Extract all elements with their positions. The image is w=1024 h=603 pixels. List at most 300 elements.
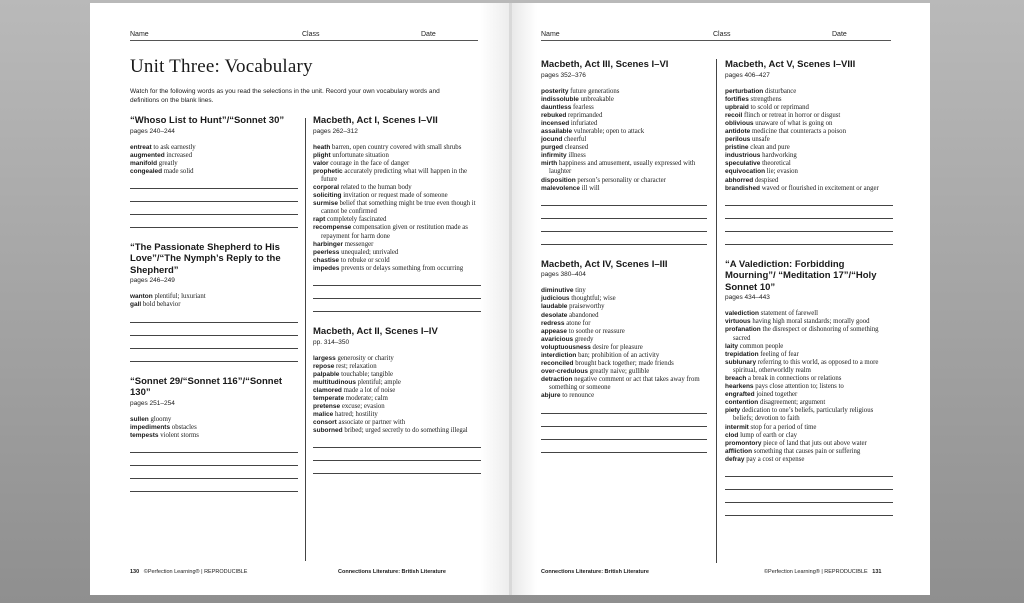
vocab-definition: associate or partner with	[338, 419, 406, 427]
vocab-entry	[541, 312, 707, 320]
vocab-entry	[725, 177, 893, 185]
vocab-entry	[725, 96, 893, 104]
vocab-entry	[541, 112, 707, 120]
section-pages: pages 251–254	[130, 399, 175, 407]
blank-line[interactable]	[313, 298, 481, 299]
vocab-word: fortifies	[725, 95, 749, 103]
vocab-entry	[725, 160, 893, 168]
vocab-word: assailable	[541, 127, 573, 135]
vocab-definition: obstacles	[171, 423, 197, 431]
vocab-entry	[725, 104, 893, 112]
vocab-definition: tiny	[575, 287, 586, 295]
section-pages: pp. 314–350	[313, 338, 350, 346]
blank-line[interactable]	[130, 491, 298, 492]
blank-line[interactable]	[130, 478, 298, 479]
blank-line[interactable]	[130, 452, 298, 453]
blank-line[interactable]	[725, 515, 893, 516]
vocab-entry	[725, 448, 893, 456]
vocab-entry	[313, 387, 481, 395]
vocab-word: recompense	[313, 224, 352, 232]
vocab-definition: medicine that counteracts a poison	[751, 127, 846, 135]
vocab-entry	[725, 318, 893, 326]
vocab-entry	[541, 295, 707, 303]
vocab-word: over-credulous	[541, 368, 588, 376]
vocab-entry	[130, 416, 298, 424]
vocab-entry	[313, 257, 481, 265]
vocab-word: impediments	[130, 423, 171, 431]
vocab-entry	[725, 136, 893, 144]
vocab-entry	[313, 395, 481, 403]
vocab-word: reconciled	[541, 360, 574, 368]
vocab-definition: to ask earnestly	[153, 143, 196, 151]
vocab-definition: cleansed	[564, 144, 589, 152]
vocab-word: recoil	[725, 111, 743, 119]
vocab-definition: ban; prohibition of an activity	[578, 351, 660, 359]
vocab-word: defray	[725, 455, 745, 463]
blank-line[interactable]	[541, 439, 707, 440]
vocab-definition: greatly	[158, 159, 178, 167]
vocab-entry	[130, 152, 298, 160]
vocab-definition: excuse; evasion	[341, 403, 385, 411]
vocab-word: brandished	[725, 184, 761, 192]
left-column-1	[130, 115, 298, 506]
vocab-definition: plentiful; ample	[357, 378, 401, 386]
vocab-word: corporal	[313, 183, 340, 191]
blank-line[interactable]	[130, 227, 298, 228]
vocab-definition: plentiful; luxuriant	[154, 293, 206, 301]
vocab-entry	[541, 96, 707, 104]
vocab-entry	[541, 185, 707, 193]
section-pages: pages 262–312	[313, 127, 358, 135]
section-title: “Whoso List to Hunt”/“Sonnet 30”	[130, 115, 285, 126]
vocab-entry	[725, 432, 893, 440]
vocab-entry	[725, 391, 893, 399]
section-title: “The Passionate Shepherd to His Love”/“The Nymph’s Reply to the Shepherd”	[130, 241, 281, 276]
vocab-word: breach	[725, 374, 747, 382]
vocab-word: industrious	[725, 152, 761, 160]
vocab-entry	[541, 160, 707, 176]
vocab-entry	[130, 168, 298, 176]
vocab-word: palpable	[313, 370, 340, 378]
vocab-definition: increased	[166, 151, 193, 159]
left-page	[90, 3, 510, 595]
vocab-definition: infuriated	[570, 119, 598, 127]
section-title: Macbeth, Act V, Scenes I–VIII	[725, 59, 856, 70]
vocab-word: tempests	[130, 431, 159, 439]
blank-line[interactable]	[130, 188, 298, 189]
vocab-entry	[725, 168, 893, 176]
vocab-definition: joined together	[756, 391, 798, 399]
vocab-definition: invitation or request made of someone	[343, 192, 448, 200]
vocab-word: clod	[725, 431, 739, 439]
vocab-word: affliction	[725, 447, 753, 455]
section-pages: pages 240–244	[130, 127, 175, 135]
blank-line[interactable]	[725, 205, 893, 206]
vocab-word: gall	[130, 301, 142, 309]
vocab-definition: something that causes pain or suffering	[753, 447, 861, 455]
vocab-entry	[313, 411, 481, 419]
vocab-section	[313, 115, 481, 312]
vocab-definition: to soothe or reassure	[568, 327, 625, 335]
vocab-entry	[725, 383, 893, 391]
vocab-entry	[130, 144, 298, 152]
vocab-section	[725, 259, 893, 516]
vocab-entry	[313, 200, 481, 216]
vocab-entry	[313, 249, 481, 257]
vocab-word: speculative	[725, 160, 761, 168]
vocab-definition: barren, open country covered with small shrubs	[332, 143, 462, 151]
vocab-entry	[541, 144, 707, 152]
vocab-entry	[313, 168, 481, 184]
vocab-entry	[313, 241, 481, 249]
vocab-word: surmise	[313, 200, 338, 208]
vocab-definition: moderate; calm	[345, 394, 388, 402]
vocab-definition: unbreakable	[580, 95, 614, 103]
vocab-definition: related to the human body	[340, 183, 412, 191]
vocab-entry	[541, 177, 707, 185]
vocab-word: virtuous	[725, 318, 751, 326]
vocab-word: valediction	[725, 310, 759, 318]
vocab-entry	[313, 184, 481, 192]
blank-line[interactable]	[130, 201, 298, 202]
vocab-definition: pays close attention to; listens to	[755, 383, 844, 391]
vocab-definition: unequaled; unrivaled	[341, 248, 399, 256]
vocab-word: mirth	[541, 160, 558, 168]
section-pages: pages 380–404	[541, 271, 586, 279]
blank-line[interactable]	[541, 452, 707, 453]
vocab-entry	[313, 355, 481, 363]
vocab-definition: statement of farewell	[760, 310, 819, 318]
vocab-entry	[725, 310, 893, 318]
vocab-definition: reprimanded	[568, 111, 603, 119]
section-title: Macbeth, Act IV, Scenes I–III	[541, 258, 668, 270]
vocab-word: upbraid	[725, 103, 749, 111]
vocab-entry	[541, 376, 707, 392]
page-title: Unit Three: Vocabulary	[130, 56, 313, 77]
vocab-definition: lie; evasion	[766, 168, 798, 176]
vocab-word: peerless	[313, 248, 340, 256]
vocab-word: soliciting	[313, 192, 342, 200]
page-number: 131	[872, 569, 882, 575]
vocab-entry	[313, 419, 481, 427]
vocab-word: jocund	[541, 136, 563, 144]
vocab-definition: messenger	[344, 240, 374, 248]
vocab-word: manifold	[130, 159, 158, 167]
vocab-entry	[541, 128, 707, 136]
vocab-entry	[541, 303, 707, 311]
vocab-word: rebuked	[541, 111, 567, 119]
vocab-definition: despised	[754, 176, 779, 184]
vocab-definition: made a lot of noise	[343, 386, 396, 394]
vocab-entry	[130, 432, 298, 440]
vocab-entry	[313, 379, 481, 387]
vocab-word: sublunary	[725, 358, 757, 366]
copyright: ©Perfection Learning® | REPRODUCIBLE	[143, 569, 248, 575]
vocab-definition: lump of earth or clay	[740, 431, 798, 439]
blank-lines	[313, 285, 481, 312]
vocab-word: plight	[313, 151, 331, 159]
vocab-entry	[541, 336, 707, 344]
vocab-definition: to scold or reprimand	[750, 103, 809, 111]
vocab-definition: the disrespect or dishonoring of something sacred	[733, 326, 879, 342]
page-number: 130	[130, 569, 140, 575]
blank-line[interactable]	[313, 473, 481, 474]
vocab-word: pristine	[725, 144, 749, 152]
vocab-entry	[725, 456, 893, 464]
vocab-entry	[725, 399, 893, 407]
vocab-definition: cheerful	[564, 136, 587, 144]
blank-lines	[541, 205, 707, 245]
vocab-entry	[313, 363, 481, 371]
blank-line[interactable]	[725, 476, 893, 477]
section-title: Macbeth, Act I, Scenes I–VII	[313, 115, 438, 126]
vocab-word: engrafted	[725, 391, 755, 399]
blank-line[interactable]	[725, 218, 893, 219]
vocab-definition: fearless	[573, 103, 594, 111]
vocab-entry	[541, 344, 707, 352]
vocab-definition: praiseworthy	[569, 303, 605, 311]
blank-line[interactable]	[130, 465, 298, 466]
vocab-entry	[725, 128, 893, 136]
vocab-definition: vulnerable; open to attack	[573, 127, 645, 135]
blank-lines	[541, 413, 707, 453]
book-title: Connections Literature: British Literature	[338, 569, 446, 575]
vocab-definition: referring to this world, as opposed to a more spiritual, otherworldly realm	[733, 358, 879, 374]
vocab-entry	[541, 392, 707, 400]
vocab-entry	[313, 403, 481, 411]
footer-left	[130, 569, 247, 575]
vocab-section	[725, 59, 893, 245]
vocab-entry	[313, 216, 481, 224]
blank-line[interactable]	[725, 231, 893, 232]
vocab-definition: pay a cost or expense	[746, 455, 805, 463]
vocab-definition: brought back together; made friends	[575, 360, 674, 368]
blank-line[interactable]	[541, 244, 707, 245]
vocab-word: wanton	[130, 293, 153, 301]
vocab-definition: greatly naive; gullible	[589, 368, 650, 376]
vocab-word: rapt	[313, 216, 326, 224]
vocab-word: clamored	[313, 386, 342, 394]
vocab-definition: generosity or charity	[337, 354, 394, 362]
vocab-entry	[541, 88, 707, 96]
vocab-definition: atone for	[566, 319, 591, 327]
right-page	[512, 3, 930, 595]
blank-line[interactable]	[313, 311, 481, 312]
vocab-word: voluptuousness	[541, 343, 591, 351]
vocab-definition: abandoned	[569, 311, 599, 319]
vocab-section	[541, 59, 707, 245]
vocab-entry	[725, 375, 893, 383]
vocab-word: avaricious	[541, 335, 574, 343]
vocab-entry	[725, 407, 893, 423]
vocab-definition: desire for pleasure	[592, 343, 643, 351]
vocab-definition: unfortunate situation	[332, 151, 389, 159]
vocab-definition: unaware of what is going on	[755, 119, 833, 127]
vocab-word: consort	[313, 419, 337, 427]
vocab-word: abjure	[541, 392, 561, 400]
vocab-entry	[541, 104, 707, 112]
vocab-definition: courage in the face of danger	[330, 159, 410, 167]
vocab-definition: to rebuke or scold	[340, 256, 390, 264]
vocab-word: intermit	[725, 423, 749, 431]
vocab-word: appease	[541, 327, 568, 335]
vocab-definition: stop for a period of time	[750, 423, 817, 431]
blank-line[interactable]	[725, 489, 893, 490]
blank-lines	[130, 322, 298, 362]
footer-right	[764, 569, 881, 575]
blank-line[interactable]	[313, 447, 481, 448]
section-pages: pages 434–443	[725, 294, 770, 302]
vocab-entry	[313, 371, 481, 379]
vocab-entry	[313, 265, 481, 273]
vocab-entry	[541, 287, 707, 295]
blank-line[interactable]	[541, 205, 707, 206]
vocab-definition: touchable; tangible	[341, 370, 393, 378]
vocab-word: impedes	[313, 264, 340, 272]
vocab-word: dauntless	[541, 103, 572, 111]
vocab-entry	[313, 427, 481, 435]
vocab-entry	[541, 152, 707, 160]
vocab-word: equivocation	[725, 168, 766, 176]
vocab-definition: rest; relaxation	[336, 362, 377, 370]
vocab-word: perilous	[725, 136, 751, 144]
vocab-word: piety	[725, 407, 741, 415]
vocab-definition: hatred; hostility	[334, 411, 378, 419]
vocab-entry	[130, 301, 298, 309]
vocab-definition: piece of land that juts out above water	[763, 439, 867, 447]
section-pages: pages 246–249	[130, 277, 175, 285]
vocab-entry	[725, 326, 893, 342]
vocab-entry	[725, 185, 893, 193]
vocab-entry	[725, 343, 893, 351]
vocab-word: multitudinous	[313, 378, 356, 386]
vocab-definition: strengthens	[750, 95, 782, 103]
blank-lines	[130, 452, 298, 492]
vocab-word: profanation	[725, 326, 761, 334]
class-label: Class	[302, 31, 320, 38]
vocab-entry	[313, 144, 481, 152]
vocab-section	[313, 326, 481, 474]
vocab-word: abhorred	[725, 176, 754, 184]
vocab-definition: gloomy	[150, 415, 172, 423]
vocab-entry	[725, 440, 893, 448]
blank-line[interactable]	[130, 361, 298, 362]
vocab-word: desolate	[541, 311, 568, 319]
vocab-word: repose	[313, 362, 335, 370]
date-label: Date	[832, 31, 847, 38]
blank-line[interactable]	[541, 218, 707, 219]
vocab-word: prophetic	[313, 167, 343, 175]
blank-lines	[313, 447, 481, 474]
vocab-word: harbinger	[313, 240, 343, 248]
vocab-entry	[541, 120, 707, 128]
name-label: Name	[541, 31, 560, 38]
vocab-word: laudable	[541, 303, 568, 311]
vocab-section	[541, 259, 707, 453]
vocab-entry	[541, 352, 707, 360]
vocab-entry	[725, 144, 893, 152]
vocab-entry	[541, 328, 707, 336]
vocab-definition: bribed; urged secretly to do something illegal	[344, 427, 468, 435]
blank-line[interactable]	[313, 460, 481, 461]
vocab-word: redress	[541, 319, 565, 327]
blank-lines	[725, 205, 893, 245]
vocab-entry	[725, 120, 893, 128]
blank-line[interactable]	[130, 322, 298, 323]
vocab-word: largess	[313, 354, 336, 362]
vocab-word: entreat	[130, 143, 152, 151]
vocab-word: interdiction	[541, 351, 577, 359]
vocab-word: oblivious	[725, 119, 754, 127]
vocab-word: pretense	[313, 403, 341, 411]
blank-line[interactable]	[541, 426, 707, 427]
vocab-word: judicious	[541, 295, 570, 303]
copyright: ©Perfection Learning® | REPRODUCIBLE	[764, 569, 868, 575]
blank-line[interactable]	[130, 335, 298, 336]
vocab-definition: illness	[568, 152, 586, 160]
vocab-section	[130, 376, 298, 492]
vocab-section	[130, 115, 298, 228]
vocab-definition: completely fascinated	[326, 216, 387, 224]
blank-line[interactable]	[725, 502, 893, 503]
blank-line[interactable]	[725, 244, 893, 245]
vocab-entry	[130, 293, 298, 301]
intro-text: Watch for the following words as you read the selections in the unit. Record your own vocabulary words and definitions on the blank lines.	[130, 88, 440, 104]
vocab-definition: greedy	[574, 335, 594, 343]
vocab-entry	[130, 160, 298, 168]
footer-book	[338, 569, 446, 575]
section-title: “Sonnet 29/“Sonnet 116”/“Sonnet 130”	[130, 375, 283, 399]
vocab-definition: clean and pure	[750, 144, 790, 152]
class-label: Class	[713, 31, 731, 38]
vocab-entry	[725, 359, 893, 375]
vocab-word: chastise	[313, 256, 340, 264]
vocab-word: malevolence	[541, 184, 581, 192]
blank-line[interactable]	[130, 214, 298, 215]
vocab-section	[130, 242, 298, 362]
blank-line[interactable]	[541, 413, 707, 414]
vocab-word: congealed	[130, 167, 163, 175]
vocab-definition: feeling of fear	[760, 350, 799, 358]
column-divider	[716, 59, 717, 563]
vocab-entry	[541, 368, 707, 376]
blank-line[interactable]	[313, 285, 481, 286]
vocab-entry	[313, 152, 481, 160]
vocab-definition: unsafe	[752, 136, 770, 144]
vocab-word: sullen	[130, 415, 149, 423]
vocab-entry	[541, 320, 707, 328]
vocab-definition: violent storms	[160, 431, 199, 439]
vocab-entry	[725, 424, 893, 432]
column-divider	[305, 118, 306, 561]
vocab-word: temperate	[313, 394, 345, 402]
vocab-definition: dedication to one’s beliefs, particularly religious beliefs; devotion to faith	[733, 407, 874, 423]
vocab-word: posterity	[541, 87, 569, 95]
blank-line[interactable]	[541, 231, 707, 232]
blank-line[interactable]	[130, 348, 298, 349]
right-column-2	[725, 59, 893, 530]
vocab-word: contention	[725, 399, 759, 407]
vocab-word: promontory	[725, 439, 762, 447]
vocab-definition: disagreement; argument	[759, 399, 826, 407]
name-label: Name	[130, 31, 149, 38]
vocab-entry	[313, 224, 481, 240]
vocab-word: heath	[313, 143, 331, 151]
section-title: “A Valediction: Forbidding Mourning”/ “Meditation 17”/“Holy Sonnet 10”	[725, 258, 877, 293]
vocab-entry	[725, 112, 893, 120]
vocab-word: hearkens	[725, 383, 754, 391]
date-label: Date	[421, 31, 436, 38]
